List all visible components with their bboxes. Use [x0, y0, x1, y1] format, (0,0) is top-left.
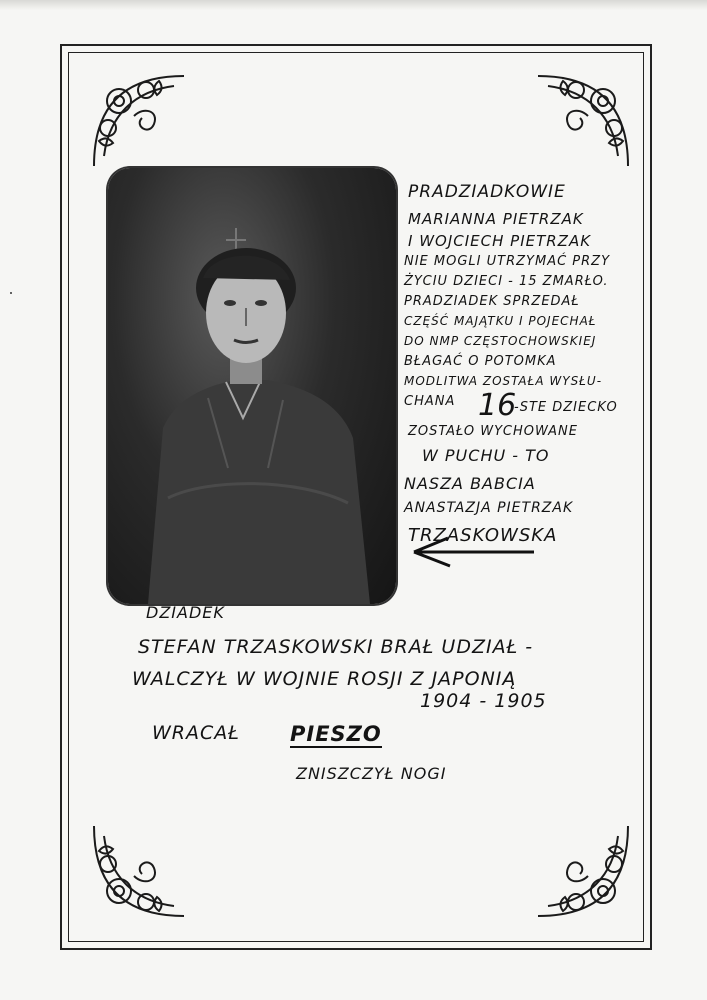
text-line: TRZASKOWSKA [408, 525, 558, 546]
text-line: NIE MOGLI UTRZYMAĆ PRZY [404, 254, 611, 269]
text-line: ŻYCIU DZIECI - 15 ZMARŁO. [404, 274, 609, 289]
text-line: 1904 - 1905 [420, 690, 547, 712]
arrow-left-icon [408, 534, 536, 570]
corner-ornament-top-right [528, 66, 638, 176]
text-line: ANASTAZJA PIETRZAK [404, 500, 574, 516]
text-line: MARIANNA PIETRZAK [408, 210, 584, 228]
text-line: PRADZIADEK SPRZEDAŁ [404, 294, 580, 309]
corner-ornament-top-left [84, 66, 194, 176]
text-line: DZIADEK [146, 603, 225, 622]
text-line: I WOJCIECH PIETRZAK [408, 232, 592, 250]
portrait-photo [108, 168, 396, 604]
text-line: -STE DZIECKO [514, 400, 618, 415]
text-line: BŁAGAĆ O POTOMKA [404, 354, 557, 369]
text-line: CZĘŚĆ MAJĄTKU I POJECHAŁ [404, 314, 597, 328]
text-line: CHANA [404, 394, 456, 409]
text-line: STEFAN TRZASKOWSKI BRAŁ UDZIAŁ - [138, 636, 534, 658]
text-line: WALCZYŁ W WOJNIE ROSJI Z JAPONIĄ [132, 668, 517, 690]
corner-ornament-bottom-left [84, 816, 194, 926]
corner-ornament-bottom-right [528, 816, 638, 926]
text-line: PRADZIADKOWIE [408, 182, 566, 202]
text-line: ZNISZCZYŁ NOGI [296, 764, 447, 783]
text-line: W PUCHU - TO [422, 446, 550, 465]
portrait-figure [108, 168, 396, 604]
text-line: DO NMP CZĘSTOCHOWSKIEJ [404, 334, 597, 348]
text-line: ZOSTAŁO WYCHOWANE [408, 424, 578, 439]
number-sixteen: 16 [478, 388, 517, 423]
text-line: WRACAŁ [152, 722, 240, 744]
text-line: NASZA BABCIA [404, 474, 536, 493]
emphasized-word: PIESZO [290, 722, 382, 746]
scan-edge [0, 0, 707, 10]
text-line: MODLITWA ZOSTAŁA WYSŁU- [404, 374, 603, 388]
scan-speck [10, 292, 12, 294]
